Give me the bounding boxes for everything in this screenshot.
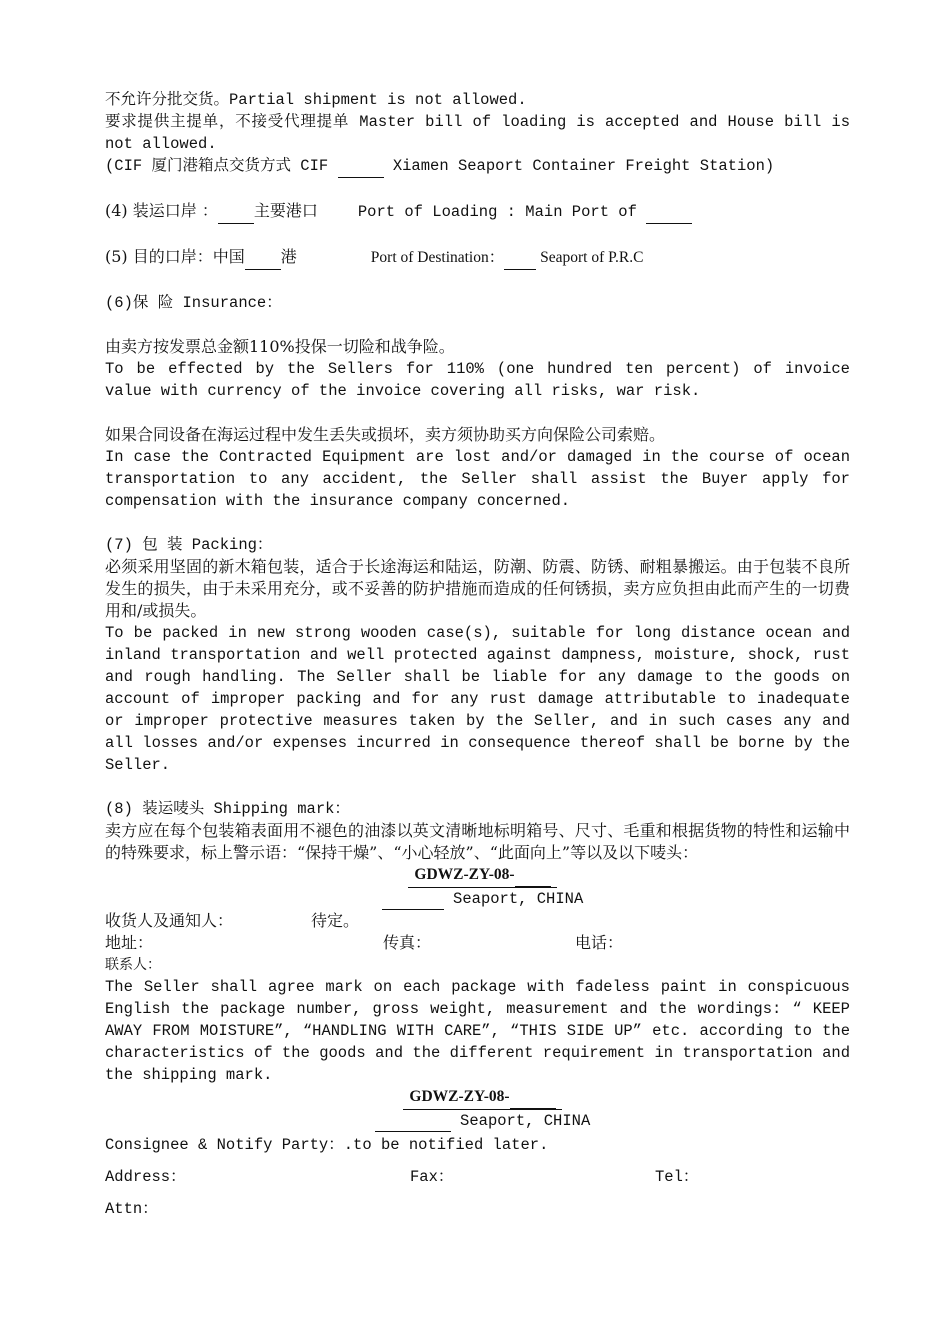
contact-cn-line: 地址： 传真： 电话： bbox=[105, 933, 624, 952]
packing-heading: (7) 包 装 Packing： bbox=[105, 536, 273, 554]
consignee-en-line: Consignee & Notify Party：.to be notified later. bbox=[105, 1136, 549, 1154]
blank-field bbox=[245, 247, 281, 270]
blank-field bbox=[338, 155, 384, 178]
attn-cn-line: 联系人： bbox=[105, 957, 161, 973]
contact-en-line: Address： Fax： Tel： bbox=[105, 1168, 699, 1186]
blank-field bbox=[646, 201, 692, 224]
shipping-mark-en: The Seller shall agree mark on each package with fadeless paint in conspicuous English the package number, gross weight, measurement and the wordings: “ KEEP AWAY FROM MOISTURE”, “HANDLING WITH CARE”, “THIS SIDE UP” etc. according to the characteristics of the goods and the different requirement in transportation and the shipping mark. bbox=[105, 978, 850, 1084]
insurance-cn-2: 如果合同设备在海运过程中发生丢失或损坏，卖方须协助买方向保险公司索赔。 bbox=[105, 425, 666, 444]
shipping-mark-block-2: GDWZ-ZY-08- Seaport, CHINA bbox=[105, 1086, 850, 1132]
master-bill-line: 要求提供主提单，不接受代理提单 Master bill of loading is accepted and House bill is not allowed. bbox=[105, 113, 850, 153]
document-page bbox=[105, 89, 850, 1220]
blank-field bbox=[382, 889, 444, 910]
shipping-mark-block-1: GDWZ-ZY-08- Seaport, CHINA bbox=[105, 864, 850, 910]
port-of-loading-line: (4) 装运口岸 ： 主要港口 Port of Loading : Main Port of bbox=[105, 200, 850, 224]
port-of-destination-line: (5) 目的口岸：中国 港 Port of Destination： Seaport of P.R.C bbox=[105, 246, 850, 270]
insurance-heading: (6)保 险 Insurance： bbox=[105, 294, 282, 312]
shipping-mark-heading: (8) 装运唛头 Shipping mark： bbox=[105, 800, 350, 818]
insurance-en-1: To be effected by the Sellers for 110% (one hundred ten percent) of invoice value with currency of the invoice covering all risks, war risk. bbox=[105, 360, 850, 400]
mark-code: GDWZ-ZY-08- bbox=[409, 1088, 510, 1105]
partial-shipment-line: 不允许分批交货。Partial shipment is not allowed. bbox=[105, 91, 527, 109]
mark-code: GDWZ-ZY-08- bbox=[414, 866, 515, 883]
blank-field bbox=[510, 1086, 556, 1109]
packing-en: To be packed in new strong wooden case(s), suitable for long distance ocean and inland transportation and well protected against dampness, moisture, shock, rust and rough handling. The Seller shall be liable for any damage to the goods on account of improper packing and for any rust damage attributable to inadequate or improper protective measures taken by the Seller, and in such cases any and all losses and/or expenses incurred in consequence thereof shall be borne by the Seller. bbox=[105, 624, 850, 774]
cif-line: (CIF 厦门港箱点交货方式 CIF Xiamen Seaport Container Freight Station) bbox=[105, 155, 850, 178]
shipping-mark-cn: 卖方应在每个包装箱表面用不褪色的油漆以英文清晰地标明箱号、尺寸、毛重和根据货物的特性和运输中的特殊要求，标上警示语：“保持干燥”、“小心轻放”、“此面向上”等以及以下唛头： bbox=[105, 821, 850, 862]
blank-field bbox=[375, 1111, 451, 1132]
packing-cn: 必须采用坚固的新木箱包装，适合于长途海运和陆运，防潮、防震、防锈、耐粗暴搬运。由于包装不良所发生的损失，由于未采用充分，或不妥善的防护措施而造成的任何锈损，卖方应负担由此而产生的一切费用和/或损失。 bbox=[105, 557, 850, 620]
attn-en-line: Attn： bbox=[105, 1200, 158, 1218]
blank-field bbox=[515, 864, 551, 887]
blank-field bbox=[504, 247, 536, 270]
blank-field bbox=[218, 201, 254, 224]
consignee-cn-line: 收货人及通知人： 待定。 bbox=[105, 911, 360, 930]
insurance-cn-1: 由卖方按发票总金额110%投保一切险和战争险。 bbox=[105, 337, 455, 356]
insurance-en-2: In case the Contracted Equipment are lost and/or damaged in the course of ocean transportation to any accident, the Seller shall assist the Buyer apply for compensation with the insurance company concerned. bbox=[105, 448, 850, 510]
